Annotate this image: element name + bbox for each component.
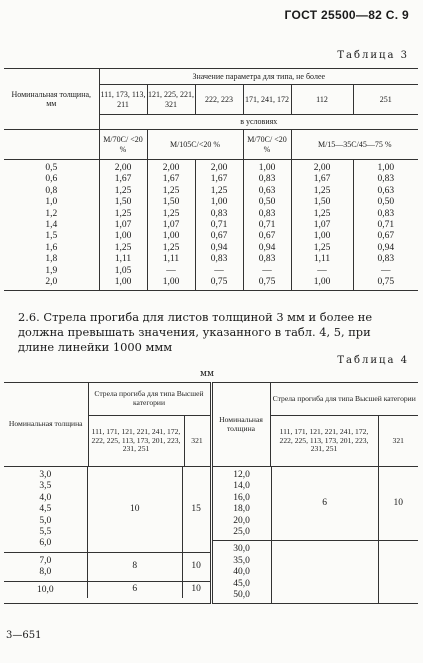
table3-condition-1: М/70С/ <20 % [99,130,147,160]
table4-right-thickness: 14,0 [233,481,250,492]
table3-value: 1,00 [162,277,180,288]
table3-thickness-value: 0,8 [45,185,58,196]
table3-value: 1,07 [162,220,180,231]
table3-type-5: 112 [291,85,353,115]
table3-span-header: Значение параметра для типа, не более [99,69,418,85]
table3-value: 1,25 [162,242,180,253]
table4-left-thickness: 4,0 [39,492,52,503]
table4-left-rowhead: Номинальная толщина [4,383,88,467]
table3-value: 2,00 [162,163,180,173]
table3-value: 0,50 [377,197,395,208]
table3-type-2: 121, 225, 221, 321 [147,85,195,115]
table3-rowhead: Номинальная толщина, мм [4,69,99,130]
table3-value: 1,11 [114,254,132,265]
table3-value: 0,75 [258,277,276,288]
table4-right-rowhead: Номинальная толщина [211,383,270,467]
table3-value: 1,25 [162,208,180,219]
table3-thickness-value: 1,9 [45,265,58,276]
table3-value: 1,50 [313,197,331,208]
table3-value: 2,00 [210,163,228,173]
table3-value: 0,71 [210,220,228,231]
table3-value: — [381,265,391,276]
table3-values-col-1 [99,160,147,291]
table3-value: 0,63 [377,185,395,196]
table3-value: 0,50 [258,197,276,208]
table3-value: 1,25 [313,242,331,253]
table3-value: 1,25 [210,185,228,196]
table4-right-thickness: 45,0 [233,578,250,589]
table3-thickness-value: 1,8 [45,254,58,265]
table3-value: 1,50 [162,197,180,208]
table4-right-value: 6 [271,467,378,541]
table3-value: 1,50 [114,197,132,208]
table3-thickness-value: 1,0 [45,197,58,208]
table4-right-thickness: 18,0 [233,504,250,515]
table4-left-thickness: 10,0 [36,584,54,595]
table3-value: 1,25 [114,185,132,196]
table3-type-1: 111, 173, 113, 211 [99,85,147,115]
table3-value: 0,67 [258,231,276,242]
table3-value: 1,00 [114,277,132,288]
table4-left-span-header: Стрела прогиба для типа Высшей категории [88,383,211,416]
table3-thickness-value: 1,5 [45,231,58,242]
table3-type-3: 222, 223 [195,85,243,115]
table3-value: 1,00 [114,231,132,242]
table3-value: 1,25 [114,242,132,253]
table3-value: 1,05 [114,265,132,276]
table4-right-value [378,541,418,604]
page-footer: 3—651 [6,630,42,641]
table3-value: 0,83 [377,208,395,219]
table3-condition-4: М/15—35С/45—75 % [291,130,418,160]
table3-value: 1,11 [162,254,180,265]
table3-conditions-header: в условиях [99,115,418,130]
table4-right-thickness: 12,0 [233,470,250,480]
table3-value: 1,00 [313,277,331,288]
table4-left-body [4,467,211,604]
table3-value: 1,11 [313,254,331,265]
table3-value: 0,67 [210,231,228,242]
table3-value: 0,83 [377,254,395,265]
table4-right-thickness: 20,0 [233,515,250,526]
table4-left-thickness: 3,5 [39,481,52,492]
table3-values-col-6 [353,160,418,291]
table3-thickness-col [4,160,99,291]
table3-caption: Таблица 3 [337,50,409,61]
table4-left-thickness: 5,0 [39,515,52,526]
table3-thickness-value: 0,5 [45,163,58,173]
table3-value: 1,07 [114,220,132,231]
table3-value: 0,83 [210,254,228,265]
table4-caption: Таблица 4 [337,355,409,366]
table3-value: 0,75 [210,277,228,288]
table3-value: 1,00 [377,163,395,173]
table4-left-thickness: 8,0 [39,567,52,578]
table4-right-types-b: 321 [378,416,418,467]
table4-right-body [211,467,418,604]
table3-value: 1,00 [258,163,276,173]
table3-type-6: 251 [353,85,418,115]
table3-value: 1,25 [114,208,132,219]
table4-right-thickness: 30,0 [233,544,250,555]
table3-value: 1,00 [313,231,331,242]
table3-thickness-value: 0,6 [45,174,58,185]
table3-type-4: 171, 241, 172 [243,85,291,115]
table3-thickness-value: 1,2 [45,208,58,219]
table3-value: 1,67 [114,174,132,185]
table4-left-value: 6 [87,581,182,598]
table4-left-thickness: 6,0 [39,538,52,549]
table4-right-types-a: 111, 171, 121, 221, 241, 172, 222, 225, 113, 173, 201, 223, 231, 251 [270,416,378,467]
table3-values-col-2 [147,160,195,291]
table4-left-thickness: 3,0 [39,470,52,480]
table4-left-types-a: 111, 171, 121, 221, 241, 172, 222, 225, 113, 173, 201, 223, 231, 251 [88,416,184,467]
table3-values-col-3 [195,160,243,291]
table3-value: 0,94 [258,242,276,253]
table3-value: 1,67 [313,174,331,185]
table3-value: — [262,265,272,276]
table4-right-thickness: 35,0 [233,555,250,566]
table4-right-span-header: Стрела прогиба для типа Высшей категории [270,383,418,416]
table3-value: 0,94 [210,242,228,253]
table3-condition-3: М/70С/ <20 % [243,130,291,160]
table3-value: 0,71 [377,220,395,231]
table4-right-thickness: 16,0 [233,492,250,503]
table3-value: 0,83 [258,174,276,185]
table3-value: 0,83 [377,174,395,185]
table4-left-value: 15 [182,467,209,552]
table3-value: 0,83 [210,208,228,219]
table3-value: 0,94 [377,242,395,253]
table4-left-types-b: 321 [184,416,211,467]
table4-left-value: 8 [87,552,182,581]
table3-value: 0,83 [258,208,276,219]
table4-right-thickness: 50,0 [233,590,250,601]
paragraph-2-6: 2.6. Стрела прогиба для листов толщиной 3 мм и более не должна превышать значения, указанного в табл. 4, 5, при длине линейки 1000 ммм [18,310,373,354]
table3-values-col-4 [243,160,291,291]
table3-value: 0,63 [258,185,276,196]
table3-value: 0,71 [258,220,276,231]
table3-values-col-5 [291,160,353,291]
table3-value: 1,67 [162,174,180,185]
table4-left-thickness: 4,5 [39,504,52,515]
table4-left-thickness: 5,5 [39,527,52,538]
table4-left-value: 10 [182,581,209,598]
table3-value: 1,00 [210,197,228,208]
table3-value: 1,25 [313,208,331,219]
table4-right-thickness: 40,0 [233,567,250,578]
table3-value: 2,00 [114,163,132,173]
table3-thickness-value: 1,6 [45,242,58,253]
table3-value: 2,00 [313,163,331,173]
table3-value: 0,83 [258,254,276,265]
table4-left-value: 10 [182,552,209,581]
table3-value: 0,67 [377,231,395,242]
table3-value: — [317,265,327,276]
table4-right-thickness: 25,0 [233,527,250,538]
page-header: ГОСТ 25500—82 С. 9 [284,8,409,22]
table3-value: 0,75 [377,277,395,288]
table3-value: 1,25 [313,185,331,196]
table4-right-value: 10 [378,467,418,541]
table-3 [4,68,418,291]
table3-value: 1,07 [313,220,331,231]
table3-value: — [214,265,224,276]
table-4 [4,382,418,604]
table3-value: 1,00 [162,231,180,242]
table4-left-value: 10 [87,467,182,552]
table4-right-value [271,541,378,604]
table3-value: — [166,265,176,276]
table4-left-thickness: 7,0 [39,555,52,566]
table3-condition-2: М/105С/<20 % [147,130,243,160]
table3-value: 1,67 [210,174,228,185]
table3-value: 1,25 [162,185,180,196]
table3-thickness-value: 1,4 [45,220,58,231]
table3-thickness-value: 2,0 [45,277,58,288]
table4-unit: мм [200,369,215,379]
